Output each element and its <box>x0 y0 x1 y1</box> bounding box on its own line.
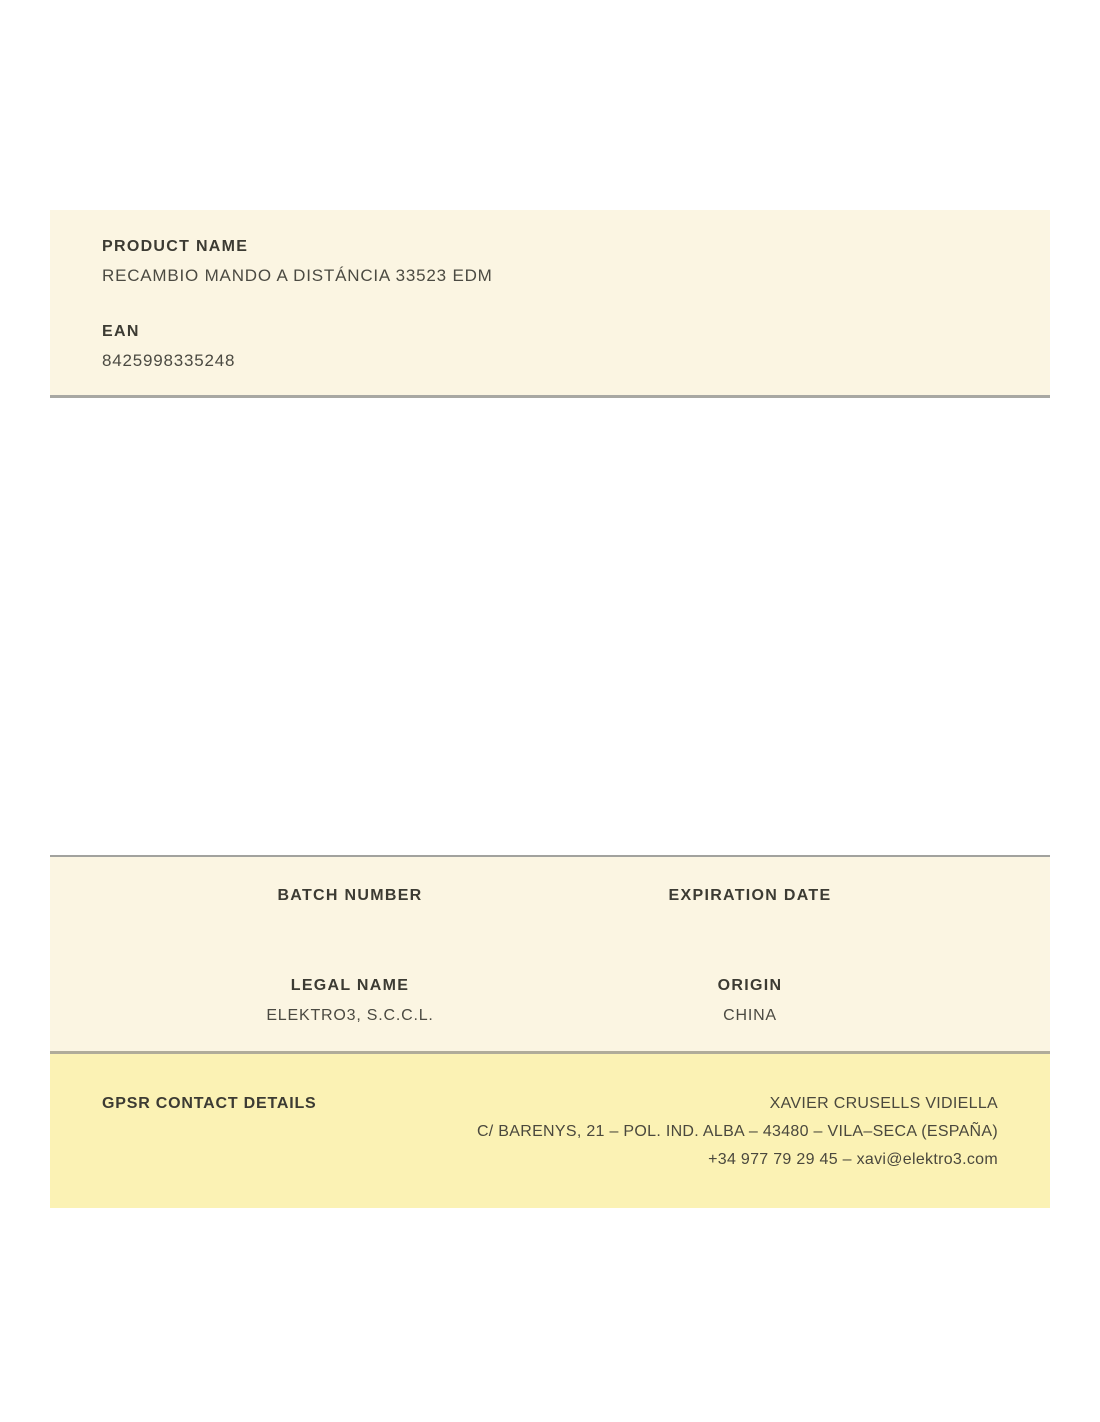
gpsr-contact-name: XAVIER CRUSELLS VIDIELLA <box>769 1095 998 1112</box>
batch-number-label: BATCH NUMBER <box>277 887 423 904</box>
legal-origin-row <box>150 977 950 1025</box>
ean-value: 8425998335248 <box>102 351 236 370</box>
gpsr-contact-details-label: GPSR CONTACT DETAILS <box>102 1095 317 1112</box>
gpsr-contact-address: C/ BARENYS, 21 – POL. IND. ALBA – 43480 – VILA–SECA (ESPAÑA) <box>476 1123 998 1140</box>
expiration-date-column <box>550 887 950 905</box>
gpsr-contact-block <box>477 1096 998 1168</box>
gpsr-contact-phone-email: +34 977 79 29 45 – xavi@elektro3.com <box>708 1151 998 1168</box>
product-name-value: RECAMBIO MANDO A DISTÁNCIA 33523 EDM <box>102 266 493 285</box>
origin-column <box>550 977 950 1025</box>
origin-value: CHINA <box>723 1007 777 1024</box>
expiration-date-label: EXPIRATION DATE <box>668 887 832 904</box>
legal-name-column <box>150 977 550 1025</box>
origin-label: ORIGIN <box>717 977 783 994</box>
batch-origin-section <box>50 855 1050 1054</box>
gpsr-contact-section <box>50 1054 1050 1208</box>
ean-label: EAN <box>102 323 140 340</box>
legal-name-value: ELEKTRO3, S.C.C.L. <box>266 1007 434 1024</box>
batch-number-column <box>150 887 550 905</box>
product-name-label: PRODUCT NAME <box>102 238 249 255</box>
product-info-section <box>50 210 1050 398</box>
legal-name-label: LEGAL NAME <box>290 977 410 994</box>
batch-expiration-row <box>150 887 950 905</box>
